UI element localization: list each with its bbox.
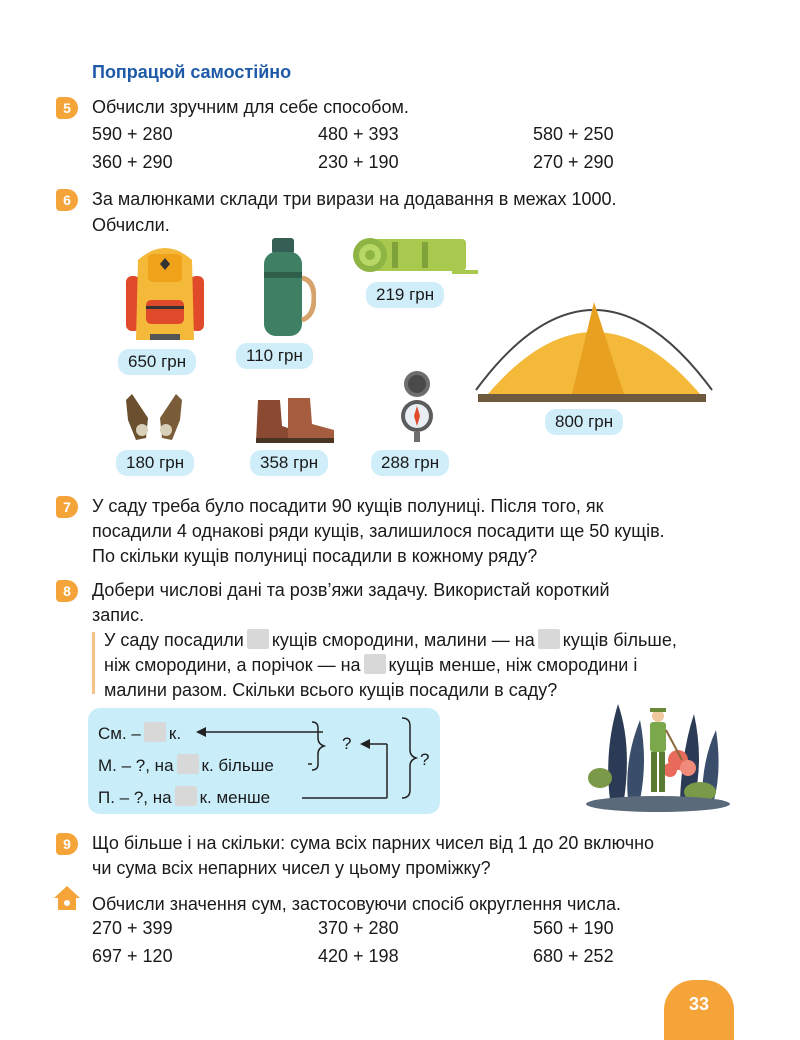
ex5-expr: 270 + 290: [533, 152, 614, 172]
boots-icon: [252, 396, 338, 446]
gardener-illustration: [580, 700, 736, 816]
home-expr: 270 + 399: [92, 918, 173, 938]
record-arrows: [190, 714, 430, 808]
ex5-expr: 480 + 393: [318, 124, 399, 144]
compass-icon: [396, 370, 438, 446]
problem-text: кущів більше,: [562, 630, 677, 650]
record-question-1: ?: [342, 734, 352, 753]
exercise-8-badge: 8: [56, 580, 78, 602]
problem-text: кущів менше, ніж смородини і: [388, 655, 638, 675]
tent-icon: [474, 270, 714, 404]
problem-text: У саду посадили: [104, 630, 244, 650]
price-gloves: 180 грн: [116, 450, 194, 476]
exercise-8-line: Добери числові дані та розв’яжи задачу. Використай короткий: [92, 580, 610, 600]
exercise-7-line: посадили 4 однакові ряди кущів, залишилося посадити ще 50 кущів.: [92, 521, 665, 541]
ex5-expr: 580 + 250: [533, 124, 614, 144]
exercise-7-line: У саду треба було посадити 90 кущів полуниці. Після того, як: [92, 496, 604, 516]
record-text: к. менше: [199, 788, 271, 807]
problem-text: кущів смородини, малини — на: [271, 630, 535, 650]
section-title: Попрацюй самостійно: [92, 62, 292, 82]
record-line-1: [98, 722, 181, 744]
exercise-6-badge: 6: [56, 189, 78, 211]
price-thermos: 110 грн: [236, 343, 313, 369]
home-expr: 560 + 190: [533, 918, 614, 938]
blank-box: [144, 722, 166, 742]
price-mat: 219 грн: [366, 282, 444, 308]
record-question-2: ?: [420, 750, 430, 769]
home-expr: 697 + 120: [92, 946, 173, 966]
home-expr: 420 + 198: [318, 946, 399, 966]
exercise-5-badge: 5: [56, 97, 78, 119]
problem-line-1: [104, 627, 677, 653]
price-backpack: 650 грн: [118, 349, 196, 375]
price-tent: 800 грн: [545, 409, 623, 435]
exercise-6-text-2: Обчисли.: [92, 215, 170, 235]
ex5-expr: 590 + 280: [92, 124, 173, 144]
problem-quote-bar: [92, 632, 95, 694]
price-boots: 358 грн: [250, 450, 328, 476]
exercise-6-text: За малюнками склади три вирази на додавання в межах 1000.: [92, 189, 617, 209]
homework-text: Обчисли значення сум, застосовуючи спосіб округлення числа.: [92, 894, 621, 914]
page-number: 33: [664, 980, 734, 1040]
backpack-icon: [120, 236, 210, 346]
ex5-expr: 230 + 190: [318, 152, 399, 172]
sleeping-mat-icon: [352, 236, 478, 276]
blank-box: [538, 629, 560, 649]
thermos-icon: [256, 236, 316, 340]
exercise-8-line: запис.: [92, 605, 145, 625]
exercise-9-line: Що більше і на скільки: сума всіх парних чисел від 1 до 20 включно: [92, 833, 655, 853]
home-icon: [52, 884, 82, 912]
exercise-7-line: По скільки кущів полуниці посадили в кожному ряду?: [92, 546, 538, 566]
record-text: к. більше: [201, 756, 274, 775]
problem-line-2: [104, 652, 637, 678]
problem-line-3: малини разом. Скільки всього кущів посадили в саду?: [104, 680, 558, 700]
blank-box: [247, 629, 269, 649]
ex5-expr: 360 + 290: [92, 152, 173, 172]
home-expr: 680 + 252: [533, 946, 614, 966]
home-expr: 370 + 280: [318, 918, 399, 938]
exercise-9-badge: 9: [56, 833, 78, 855]
exercise-5-text: Обчисли зручним для себе способом.: [92, 97, 409, 117]
record-text: М. – ?, на: [98, 756, 174, 775]
record-text: к.: [168, 724, 182, 743]
gloves-icon: [122, 390, 186, 444]
record-text: См. –: [98, 724, 141, 743]
exercise-9-line: чи сума всіх непарних чисел у цьому проміжку?: [92, 858, 491, 878]
price-compass: 288 грн: [371, 450, 449, 476]
blank-box: [364, 654, 386, 674]
problem-text: ніж смородини, а порічок — на: [104, 655, 361, 675]
record-text: П. – ?, на: [98, 788, 172, 807]
exercise-7-badge: 7: [56, 496, 78, 518]
